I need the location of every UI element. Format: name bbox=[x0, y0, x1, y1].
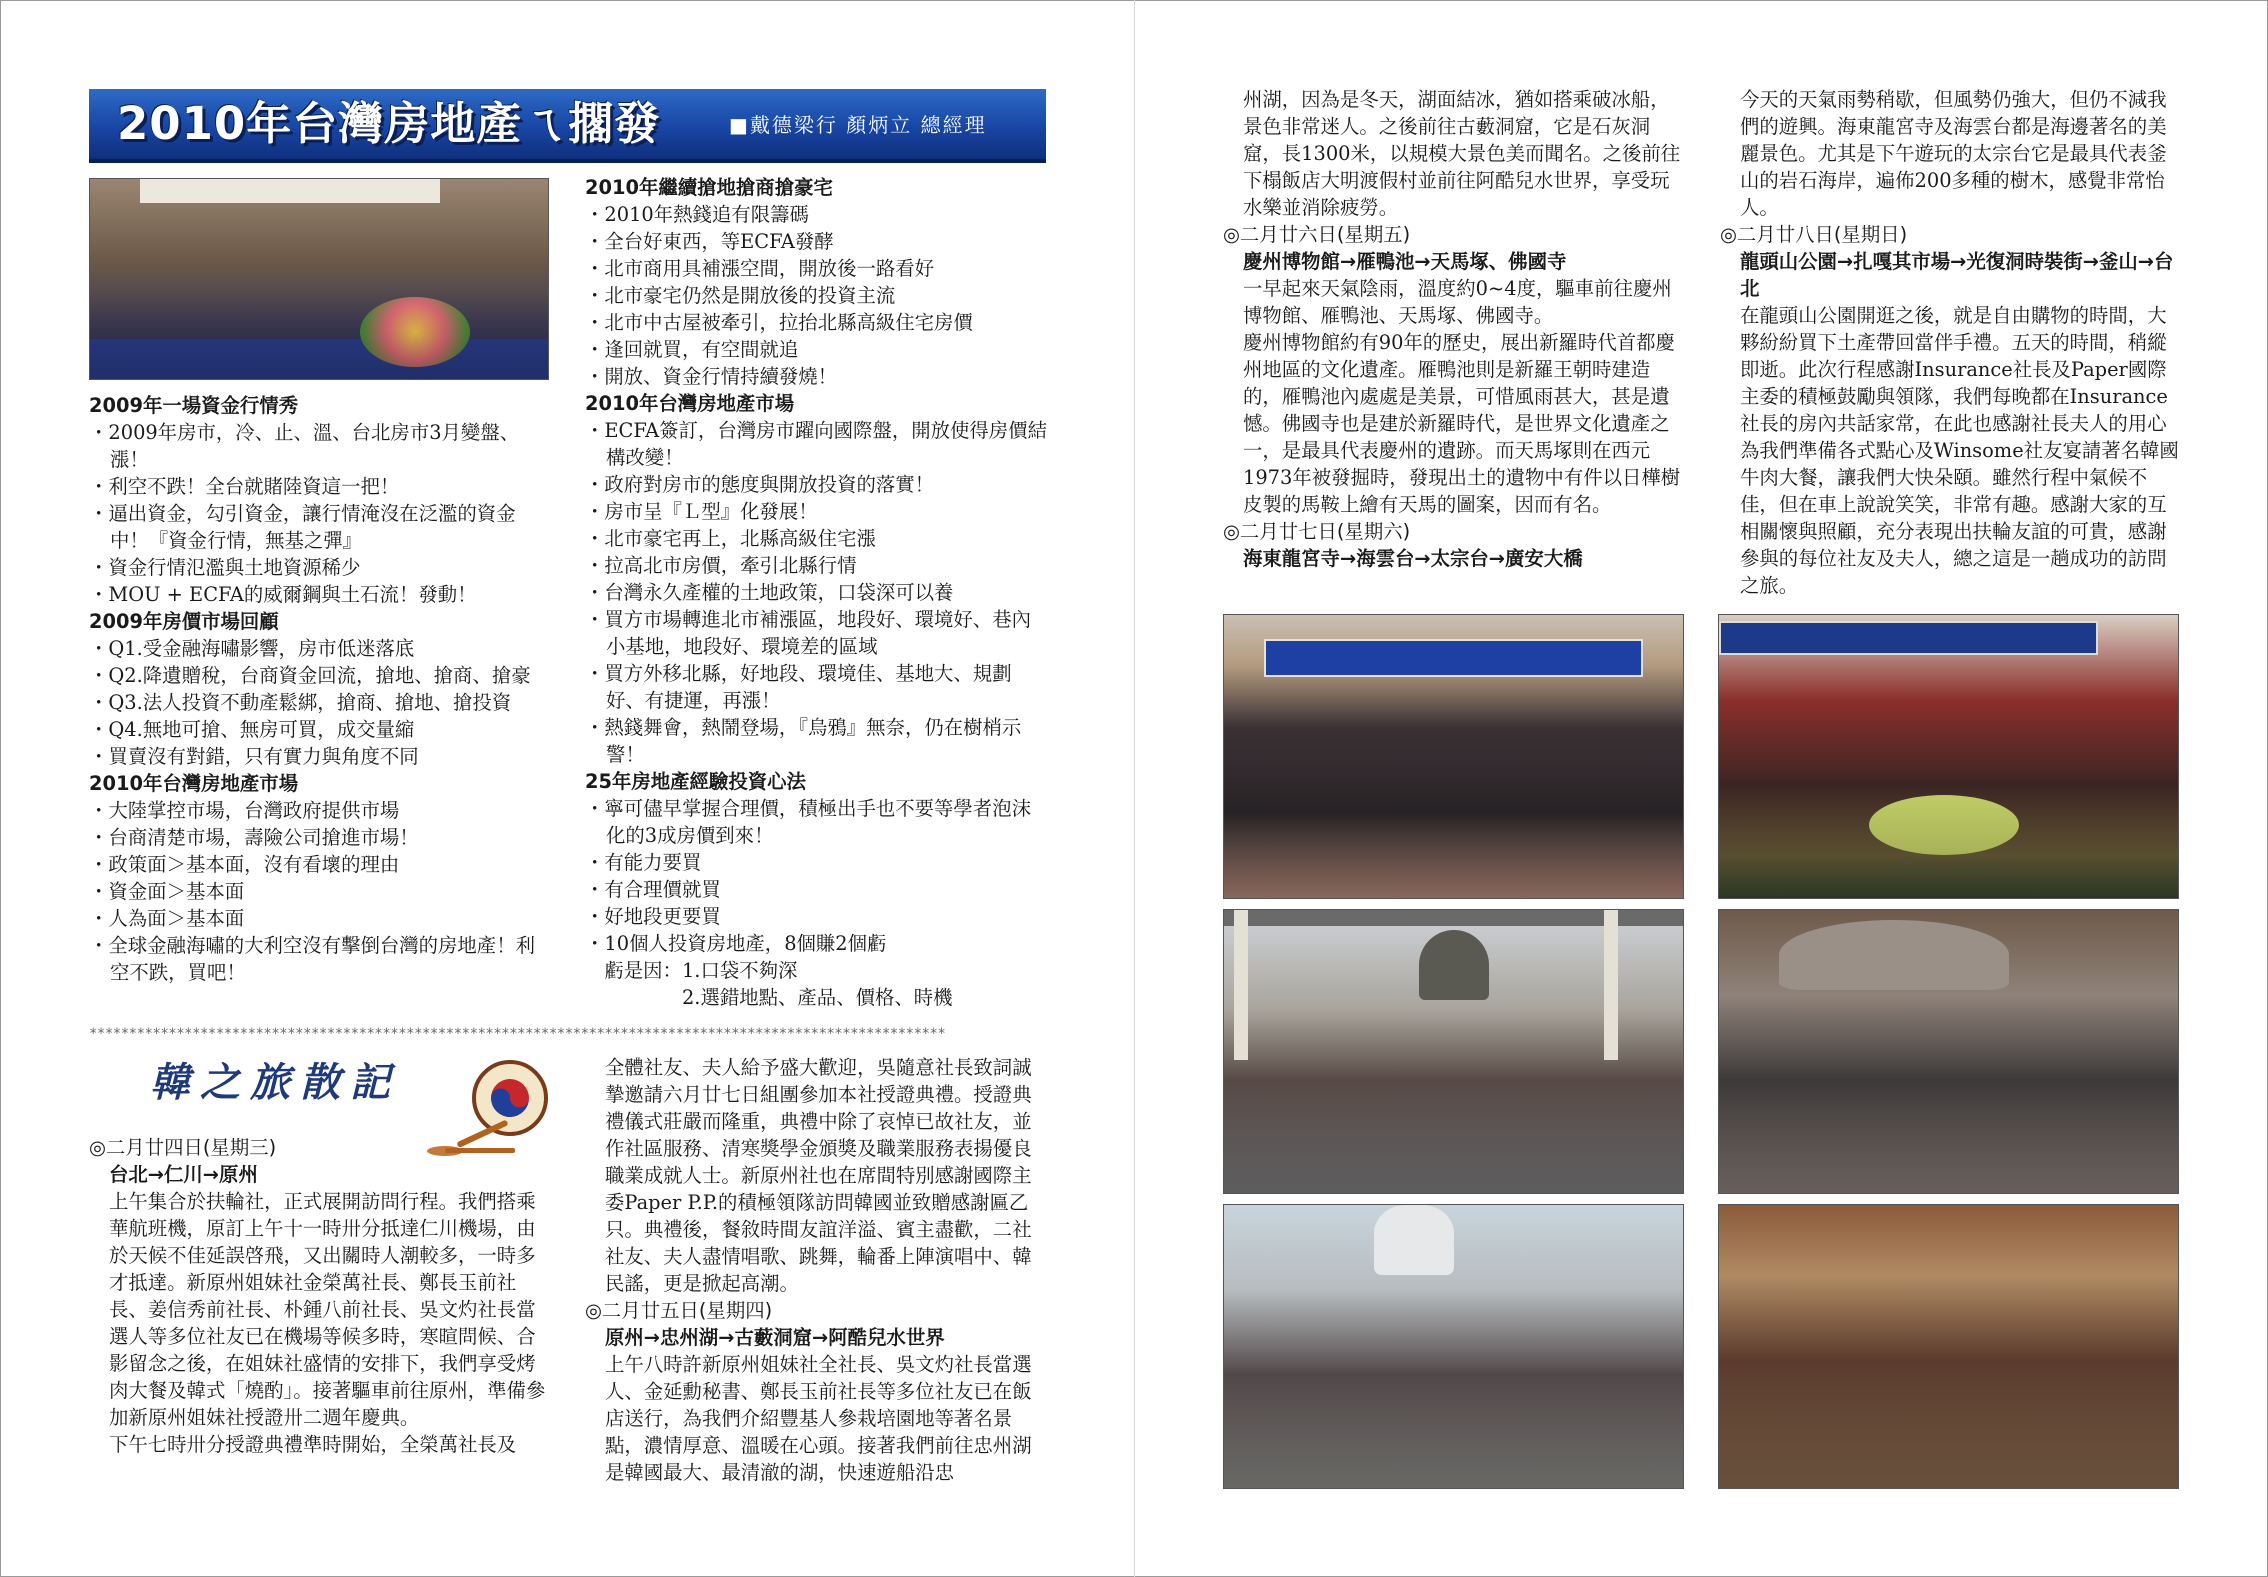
bullet-item: ・大陸掌控市場，台灣政府提供市場 bbox=[89, 799, 400, 822]
banquet-hall-photo bbox=[1718, 614, 2179, 899]
paragraph: 上午八時許新原州姐妹社全社長、吳文灼社長當選人、金延勳秘書、鄭長玉前社長等多位社友已在飯店送行，為我們介紹豐基人參栽培園地等著名景點，濃情厚意、溫暖在心頭。接著我們前往忠州湖是韓國最大、最清澈的湖，快速遊船沿忠 bbox=[605, 1353, 1032, 1484]
date-heading: ◎二月廿四日(星期三) bbox=[89, 1136, 277, 1159]
bullet-item: ・有合理價就買 bbox=[585, 878, 721, 901]
bullet-item: ・買賣沒有對錯，只有實力與角度不同 bbox=[89, 745, 419, 768]
bullet-item: ・買方外移北縣，好地段、環境佳、基地大、規劃好、有捷運，再漲！ bbox=[585, 662, 1012, 712]
paragraph: 在龍頭山公園開逛之後，就是自由購物的時間，大夥紛紛買下土產帶回當伴手禮。五天的時間，稍縱即逝。此次行程感謝Insurance社長及Paper國際主委的積極鼓勵與領隊，我們每晚都在Insurance社長的房內共話家常，在此也感謝社長夫人的用心為我們準備各式點心及Winsome社友宴請著名韓國牛肉大餐，讓我們大快朵頤。雖然行程中氣候不佳，但在車上說說笑笑，非常有趣。感謝大家的互相關懷與照顧，充分表現出扶輪友誼的可貴，感謝參與的每位社友及夫人，總之這是一趟成功的訪問之旅。 bbox=[1740, 304, 2179, 597]
bullet-item: ・利空不跌！全台就賭陸資這一把！ bbox=[89, 475, 400, 498]
bullet-item: ・MOU + ECFA的威爾鋼與土石流！發動！ bbox=[89, 583, 477, 606]
bullet-item: ・逢回就買，有空間就追 bbox=[585, 338, 799, 361]
text-line: 2.選錯地點、產品、價格、時機 bbox=[585, 986, 953, 1009]
bullet-item: ・Q1.受金融海嘯影響，房市低迷落底 bbox=[89, 637, 415, 660]
paragraph: 全體社友、夫人給予盛大歡迎，吳隨意社長致詞誠摯邀請六月廿七日組團參加本社授證典禮。授證典禮儀式莊嚴而隆重，典禮中除了哀悼已故社友，並作社區服務、清寒獎學金頒獎及職業服務表揚優良職業成就人士。新原州社也在席間特別感謝國際主委Paper P.P.的積極領隊訪問韓國並致贈感謝匾乙只。典禮後，餐敘時間友誼洋溢、賓主盡歡，二社社友、夫人盡情唱歌、跳舞，輪番上陣演唱中、韓民謠，更是掀起高潮。 bbox=[605, 1056, 1032, 1295]
statue-group-photo bbox=[1223, 1204, 1684, 1489]
banquet-banner bbox=[1719, 621, 2098, 655]
bullet-item: ・買方市場轉進北市補漲區，地段好、環境好、巷內小基地，地段好、環境差的區域 bbox=[585, 608, 1031, 658]
section-heading: 2010年繼續搶地搶商搶豪宅 bbox=[585, 176, 833, 199]
title-banner bbox=[89, 89, 1046, 163]
bullet-item: ・房市呈『Ｌ型』化發展！ bbox=[585, 500, 818, 523]
bullet-item: ・全台好東西，等ECFA發酵 bbox=[585, 230, 834, 253]
bullet-item: ・開放、資金行情持續發燒！ bbox=[585, 365, 838, 388]
bullet-item: ・拉高北市房價，牽引北縣行情 bbox=[585, 554, 857, 577]
market-column-left bbox=[89, 392, 549, 986]
travel-column-1 bbox=[89, 1134, 549, 1458]
paragraph: 一早起來天氣陰雨，溫度約0~4度，驅車前往慶州博物館、雁鴨池、天馬塚、佛國寺。 bbox=[1243, 277, 1672, 327]
route-heading: 台北→仁川→原州 bbox=[109, 1163, 258, 1186]
paragraph: 今天的天氣雨勢稍歇，但風勢仍強大，但仍不減我們的遊興。海東龍宮寺及海雲台都是海邊著名的美麗景色。尤其是下午遊玩的太宗台它是最具代表釜山的岩石海岸，遍佈200多種的樹木，感覺非常怡人。 bbox=[1740, 88, 2167, 219]
route-heading: 龍頭山公園→扎嘎其市場→光復洞時裝街→釜山→台北 bbox=[1740, 250, 2174, 300]
paragraph: 下午七時卅分授證典禮準時開始，全榮萬社長及 bbox=[109, 1433, 517, 1456]
travel-column-3 bbox=[1223, 86, 1683, 572]
bullet-item: ・台商清楚市場，壽險公司搶進市場！ bbox=[89, 826, 419, 849]
travel-title: 韓之旅散記 bbox=[150, 1059, 400, 1106]
bullet-item: ・資金面＞基本面 bbox=[89, 880, 245, 903]
date-heading: ◎二月廿五日(星期四) bbox=[585, 1299, 773, 1322]
article-author: ■戴德梁行 顏炳立 總經理 bbox=[729, 113, 987, 137]
bullet-item: ・Q3.法人投資不動產鬆綁，搶商、搶地、搶投資 bbox=[89, 691, 512, 714]
section-heading: 2010年台灣房地產市場 bbox=[585, 392, 795, 415]
section-heading: 2009年房價市場回顧 bbox=[89, 610, 279, 633]
section-heading: 25年房地產經驗投資心法 bbox=[585, 770, 806, 793]
text-line: 虧是因：1.口袋不夠深 bbox=[585, 959, 798, 982]
dinner-group-photo bbox=[1718, 1204, 2179, 1489]
bullet-item: ・北市中古屋被牽引，拉抬北縣高級住宅房價 bbox=[585, 311, 973, 334]
bullet-item: ・2009年房市，冷、止、溫、台北房市3月變盤、漲！ bbox=[89, 421, 520, 471]
travel-column-4 bbox=[1720, 86, 2180, 599]
bullet-item: ・熱錢舞會，熱鬧登場，『烏鴉』無奈，仍在樹梢示警！ bbox=[585, 716, 1022, 766]
paragraph: 慶州博物館約有90年的歷史，展出新羅時代首都慶州地區的文化遺產。雁鴨池則是新羅王朝時建造的，雁鴨池內處處是美景，可惜風雨甚大，甚是遺憾。佛國寺也是建於新羅時代，是世界文化遺產之一，是最具代表慶州的遺跡。而天馬塚則在西元1973年被發掘時，發現出土的遺物中有件以日樺樹皮製的馬鞍上繪有天馬的圖案，因而有名。 bbox=[1243, 331, 1681, 516]
conference-photo bbox=[89, 178, 549, 380]
bullet-item: ・北市商用具補漲空間，開放後一路看好 bbox=[585, 257, 935, 280]
bullet-item: ・有能力要買 bbox=[585, 851, 702, 874]
article-title: 2010年台灣房地產ㄟ擱發 bbox=[117, 97, 661, 150]
bullet-item: ・資金行情氾濫與土地資源稀少 bbox=[89, 556, 361, 579]
bullet-item: ・Q2.降遺贈稅，台商資金回流，搶地、搶商、搶豪 bbox=[89, 664, 531, 687]
page-spine bbox=[1134, 0, 1135, 1577]
bullet-item: ・人為面＞基本面 bbox=[89, 907, 245, 930]
route-heading: 原州→忠州湖→古藪洞窟→阿酷兒水世界 bbox=[605, 1326, 945, 1349]
bullet-item: ・好地段更要買 bbox=[585, 905, 721, 928]
route-heading: 慶州博物館→雁鴨池→天馬塚、佛國寺 bbox=[1243, 250, 1567, 273]
market-column-right bbox=[585, 174, 1047, 1011]
section-divider: ************************************************************************************************************ bbox=[89, 1026, 946, 1042]
bullet-item: ・逼出資金，勾引資金，讓行情淹沒在泛濫的資金中！『資金行情，無基之彈』 bbox=[89, 502, 516, 552]
bullet-item: ・北市豪宅仍然是開放後的投資主流 bbox=[585, 284, 896, 307]
date-heading: ◎二月廿八日(星期日) bbox=[1720, 223, 1908, 246]
date-heading: ◎二月廿七日(星期六) bbox=[1223, 520, 1411, 543]
bullet-item: ・全球金融海嘯的大利空沒有擊倒台灣的房地產！利空不跌，買吧！ bbox=[89, 934, 535, 984]
travel-column-2 bbox=[585, 1054, 1047, 1486]
bullet-item: ・10個人投資房地產，8個賺2個虧 bbox=[585, 932, 887, 955]
bullet-item: ・寧可儘早掌握合理價，積極出手也不要等學者泡沫化的3成房價到來！ bbox=[585, 797, 1031, 847]
bullet-item: ・2010年熱錢追有限籌碼 bbox=[585, 203, 809, 226]
bullet-item: ・政策面＞基本面，沒有看壞的理由 bbox=[89, 853, 400, 876]
bullet-item: ・政府對房市的態度與開放投資的落實！ bbox=[585, 473, 935, 496]
paragraph: 上午集合於扶輪社，正式展開訪問行程。我們搭乘華航班機，原訂上午十一時卅分抵達仁川機場，由於天候不佳延誤啓飛，又出關時人潮較多，一時多才抵達。新原州姐妹社金榮萬社長、鄭長玉前社長、姜信秀前社長、朴鍾八前社長、吳文灼社長當選人等多位社友已在機場等候多時，寒暄問候、合影留念之後，在姐妹社盛情的安排下，我們享受烤肉大餐及韓式「燒酌」。接著驅車前往原州，準備參加新原州姐妹社授證卅二週年慶典。 bbox=[109, 1190, 546, 1429]
anniversary-banner bbox=[1264, 639, 1643, 677]
anniversary-group-photo bbox=[1223, 614, 1684, 899]
temple-stone-group-photo bbox=[1718, 909, 2179, 1194]
bullet-item: ・北市豪宅再上，北縣高級住宅漲 bbox=[585, 527, 876, 550]
section-heading: 2009年一場資金行情秀 bbox=[89, 394, 299, 417]
paragraph: 州湖，因為是冬天，湖面結冰，猶如搭乘破冰船，景色非常迷人。之後前往古藪洞窟，它是石灰洞窟，長1300米，以規模大景色美而聞名。之後前往下榻飯店大明渡假村並前往阿酷兒水世界，享受玩水樂並消除疲勞。 bbox=[1243, 88, 1681, 219]
date-heading: ◎二月廿六日(星期五) bbox=[1223, 223, 1411, 246]
section-heading: 2010年台灣房地產市場 bbox=[89, 772, 299, 795]
bullet-item: ・Q4.無地可搶、無房可買，成交量縮 bbox=[89, 718, 415, 741]
bullet-item: ・台灣永久產權的土地政策，口袋深可以養 bbox=[585, 581, 954, 604]
bell-pavilion-group-photo bbox=[1223, 909, 1684, 1194]
route-heading: 海東龍宮寺→海雲台→太宗台→廣安大橋 bbox=[1243, 547, 1583, 570]
bullet-item: ・ECFA簽訂，台灣房市躍向國際盤，開放使得房價結構改變！ bbox=[585, 419, 1047, 469]
